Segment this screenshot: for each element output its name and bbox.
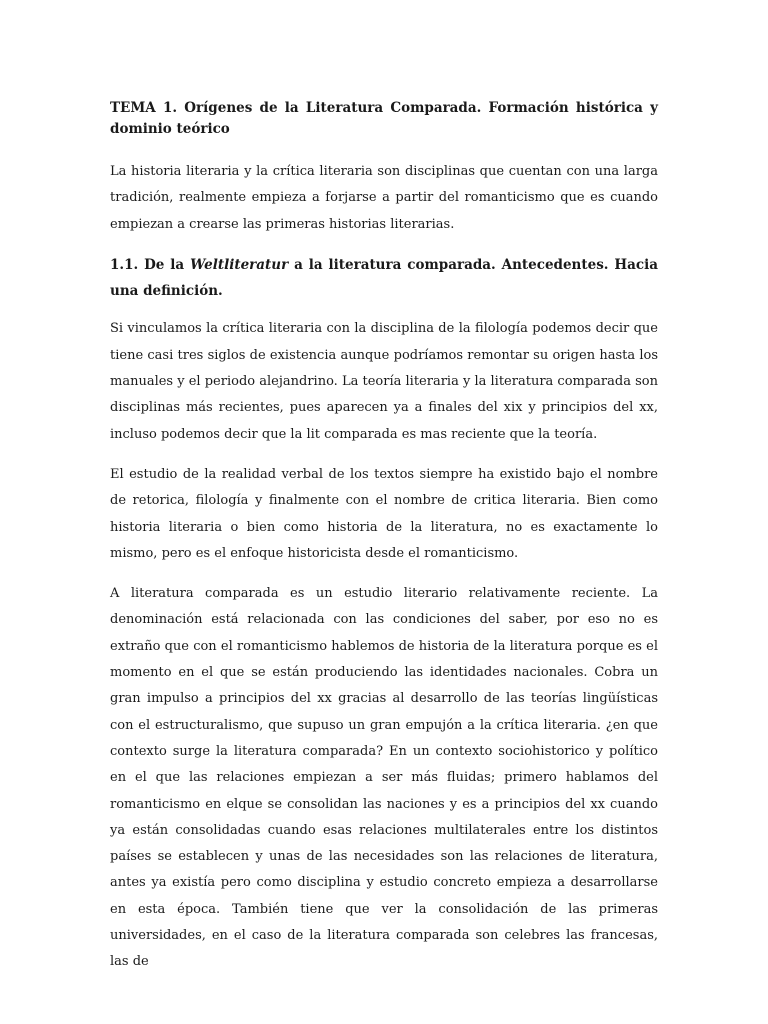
intro-paragraph: La historia literaria y la crítica literaria son disciplinas que cuentan con una larga tradición, realmente empieza a forjarse a partir del romanticismo que es cuando empiezan a crearse las primeras historias literarias. xyxy=(110,164,658,232)
section-heading-prefix: 1.1. De la xyxy=(110,256,191,273)
body-paragraph: El estudio de la realidad verbal de los textos siempre ha existido bajo el nombre de retorica, filología y finalmente con el nombre de critica literaria. Bien como historia literaria o bien como historia de la literatura, no es exactamente lo mismo, pero es el enfoque historicista desde el romanticismo. xyxy=(110,466,658,561)
section-heading-italic: Weltliteratur xyxy=(190,256,289,273)
section-heading-suffix: a la literatura comparada. Antecedentes. Hacia una definición. xyxy=(110,256,658,300)
body-paragraph: Si vinculamos la crítica literaria con la disciplina de la filología podemos decir que tiene casi tres siglos de existencia aunque podríamos remontar su origen hasta los manuales y el periodo alejandrino. La teoría literaria y la literatura comparada son disciplinas más recientes, pues aparecen ya a finales del xix y principios del xx, incluso podemos decir que la lit comparada es mas reciente que la teoría. xyxy=(110,321,658,442)
section-heading xyxy=(110,252,658,305)
body-paragraph: A literatura comparada es un estudio literario relativamente reciente. La denominación está relacionada con las condiciones del saber, por eso no es extraño que con el romanticismo hablemos de historia de la literatura porque es el momento en el que se están produciendo las identidades nacionales. Cobra un gran impulso a principios del xx gracias al desarrollo de las teorías lingüísticas con el estructuralismo, que supuso un gran empujón a la crítica literaria. ¿en que contexto surge la literatura comparada? En un contexto sociohistorico y político en el que las relaciones empiezan a ser más fluidas; primero hablamos del romanticismo en elque se consolidan las naciones y es a principios del xx cuando ya están consolidadas cuando esas relaciones multilaterales entre los distintos países se establecen y unas de las necesidades son las relaciones de literatura, antes ya existía pero como disciplina y estudio concreto empieza a desarrollarse en esta época. También tiene que ver la consolidación de las primeras universidades, en el caso de la literatura comparada son celebres las francesas, las de xyxy=(110,586,658,970)
page-title: TEMA 1. Orígenes de la Literatura Comparada. Formación histórica y dominio teórico xyxy=(110,100,658,137)
document-body xyxy=(110,98,658,990)
